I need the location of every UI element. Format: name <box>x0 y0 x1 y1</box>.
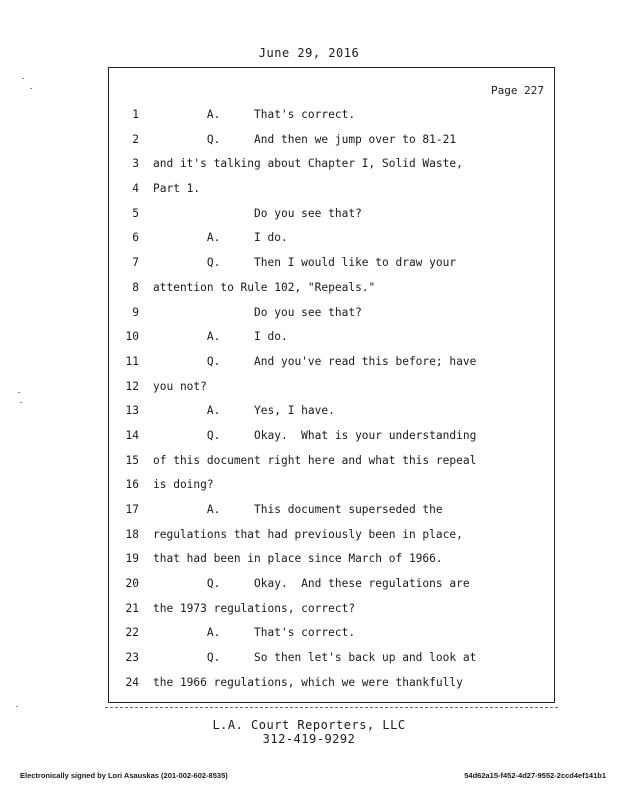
line-text: is doing? <box>153 478 214 492</box>
scan-speck <box>30 88 32 89</box>
transcript-line <box>109 301 554 326</box>
line-text: regulations that had previously been in place, <box>153 527 463 541</box>
transcript-line <box>109 325 554 350</box>
line-text: Q. And you've read this before; have <box>153 354 477 368</box>
transcript-line <box>109 523 554 548</box>
line-number: 8 <box>132 280 139 294</box>
line-text: and it's talking about Chapter I, Solid Waste, <box>153 157 463 171</box>
line-text: A. I do. <box>153 231 288 245</box>
transcript-line <box>109 597 554 622</box>
line-number: 23 <box>125 651 139 665</box>
line-number: 6 <box>132 231 139 245</box>
line-number: 2 <box>132 132 139 146</box>
court-reporter-phone: 312-419-9292 <box>262 732 356 746</box>
line-text: attention to Rule 102, "Repeals." <box>153 280 376 294</box>
line-text: A. That's correct. <box>153 108 356 121</box>
line-number: 24 <box>125 675 139 689</box>
transcript-line <box>109 671 554 696</box>
scan-speck <box>18 392 20 393</box>
document-hash-id: 54d62a15-f452-4d27-9552-2ccd4ef141b1 <box>464 771 606 780</box>
transcript-line <box>109 177 554 202</box>
line-text: Q. So then let's back up and look at <box>153 651 477 665</box>
transcript-line <box>109 375 554 400</box>
line-number: 20 <box>125 577 139 591</box>
line-number: 15 <box>125 453 139 467</box>
scan-speck <box>22 78 24 79</box>
line-text: Q. And then we jump over to 81-21 <box>153 132 457 146</box>
transcript-line <box>109 424 554 449</box>
transcript-line <box>109 621 554 646</box>
line-text: the 1973 regulations, correct? <box>153 601 356 615</box>
scan-speck <box>20 402 22 403</box>
transcript-line <box>109 103 554 128</box>
line-text: A. I do. <box>153 330 288 344</box>
transcript-line <box>109 473 554 498</box>
transcript-lines <box>109 103 554 696</box>
line-number: 19 <box>125 552 139 566</box>
line-text: that had been in place since March of 1966. <box>153 552 443 566</box>
transcript-line <box>109 251 554 276</box>
line-text: Q. Okay. What is your understanding <box>153 428 477 442</box>
line-text: A. That's correct. <box>153 626 356 640</box>
line-text: A. Yes, I have. <box>153 404 335 418</box>
transcript-line <box>109 350 554 375</box>
transcript-line <box>109 498 554 523</box>
transcript-line <box>109 547 554 572</box>
line-number: 5 <box>132 206 139 220</box>
line-text: A. This document superseded the <box>153 503 443 516</box>
line-number: 1 <box>132 108 139 121</box>
line-number: 13 <box>125 404 139 418</box>
transcript-date-header: June 29, 2016 <box>258 46 360 60</box>
court-reporter-name: L.A. Court Reporters, LLC <box>212 718 406 732</box>
line-number: 4 <box>132 182 139 196</box>
line-number: 11 <box>125 354 139 368</box>
line-text: Q. Then I would like to draw your <box>153 256 457 270</box>
line-text: of this document right here and what this repeal <box>153 453 477 467</box>
line-number: 9 <box>132 305 139 319</box>
line-text: Part 1. <box>153 182 201 196</box>
line-number: 10 <box>125 330 139 344</box>
line-number: 16 <box>125 478 139 492</box>
line-text: the 1966 regulations, which we were thankfully <box>153 675 463 689</box>
transcript-line <box>109 449 554 474</box>
line-number: 21 <box>125 601 139 615</box>
line-number: 14 <box>125 428 139 442</box>
line-text: Q. Okay. And these regulations are <box>153 577 470 591</box>
transcript-page-frame <box>108 67 555 703</box>
transcript-line <box>109 152 554 177</box>
transcript-line <box>109 202 554 227</box>
transcript-line <box>109 226 554 251</box>
transcript-line <box>109 572 554 597</box>
line-text: Do you see that? <box>153 206 362 220</box>
page-number: Page 227 <box>491 84 544 97</box>
transcript-line <box>109 646 554 671</box>
line-number: 3 <box>132 157 139 171</box>
line-text: you not? <box>153 379 207 393</box>
line-number: 18 <box>125 527 139 541</box>
transcript-line <box>109 276 554 301</box>
transcript-line <box>109 128 554 153</box>
line-number: 7 <box>132 256 139 270</box>
line-number: 22 <box>125 626 139 640</box>
scan-speck <box>16 706 18 707</box>
line-number: 12 <box>125 379 139 393</box>
line-text: Do you see that? <box>153 305 362 319</box>
transcript-line <box>109 399 554 424</box>
line-number: 17 <box>125 503 139 516</box>
electronic-signature-note: Electronically signed by Lori Asauskas (201-002-602-8535) <box>20 771 228 780</box>
